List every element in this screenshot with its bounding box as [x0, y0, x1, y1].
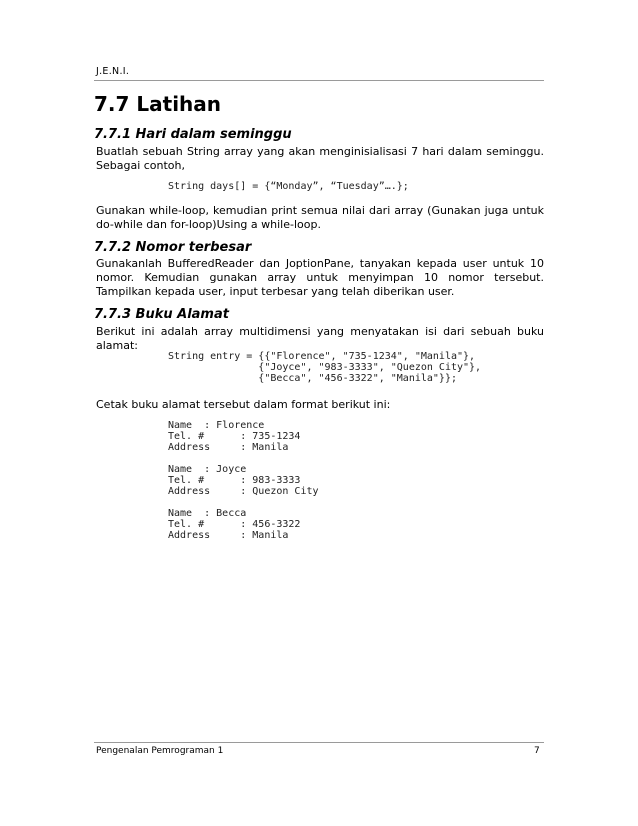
header-divider [94, 80, 544, 81]
address-entry-becca: Name : Becca Tel. # : 456-3322 Address : Manila [168, 508, 301, 541]
exercise-3-paragraph: Berikut ini adalah array multidimensi yang menyatakan isi dari sebuah buku alamat: [96, 325, 544, 352]
exercise-2-paragraph: Gunakanlah BufferedReader dan JoptionPane, tanyakan kepada user untuk 10 nomor. Kemudian gunakan array untuk menyimpan 10 nomor tersebut. Tampilkan kepada user, input terbesar yang telah diberikan user. [96, 257, 544, 298]
footer-divider [94, 742, 544, 743]
page-number: 7 [534, 746, 540, 756]
exercise-1-instructions: Gunakan while-loop, kemudian print semua nilai dari array (Gunakan juga untuk do-while dan for-loop)Using a while-loop. [96, 204, 544, 231]
exercise-3-instructions: Cetak buku alamat tersebut dalam format berikut ini: [96, 398, 391, 411]
subsection-title-buku: 7.7.3 Buku Alamat [94, 307, 229, 322]
section-title: 7.7 Latihan [94, 92, 222, 116]
subsection-title-nomor: 7.7.2 Nomor terbesar [94, 240, 252, 255]
exercise-3-code: String entry = {{"Florence", "735-1234", "Manila"}, {"Joyce", "983-3333", "Quezon City"}, {"Becca", "456-3322", "Manila"}}; [168, 351, 482, 384]
exercise-1-paragraph: Buatlah sebuah String array yang akan menginisialisasi 7 hari dalam seminggu. Sebagai contoh, [96, 145, 544, 172]
footer-title: Pengenalan Pemrograman 1 [96, 746, 224, 756]
exercise-1-code: String days[] = {“Monday”, “Tuesday”….}; [168, 181, 409, 192]
running-head: J.E.N.I. [96, 66, 130, 77]
address-entry-joyce: Name : Joyce Tel. # : 983-3333 Address : Quezon City [168, 464, 319, 497]
address-entry-florence: Name : Florence Tel. # : 735-1234 Address : Manila [168, 420, 301, 453]
subsection-title-hari: 7.7.1 Hari dalam seminggu [94, 127, 292, 142]
